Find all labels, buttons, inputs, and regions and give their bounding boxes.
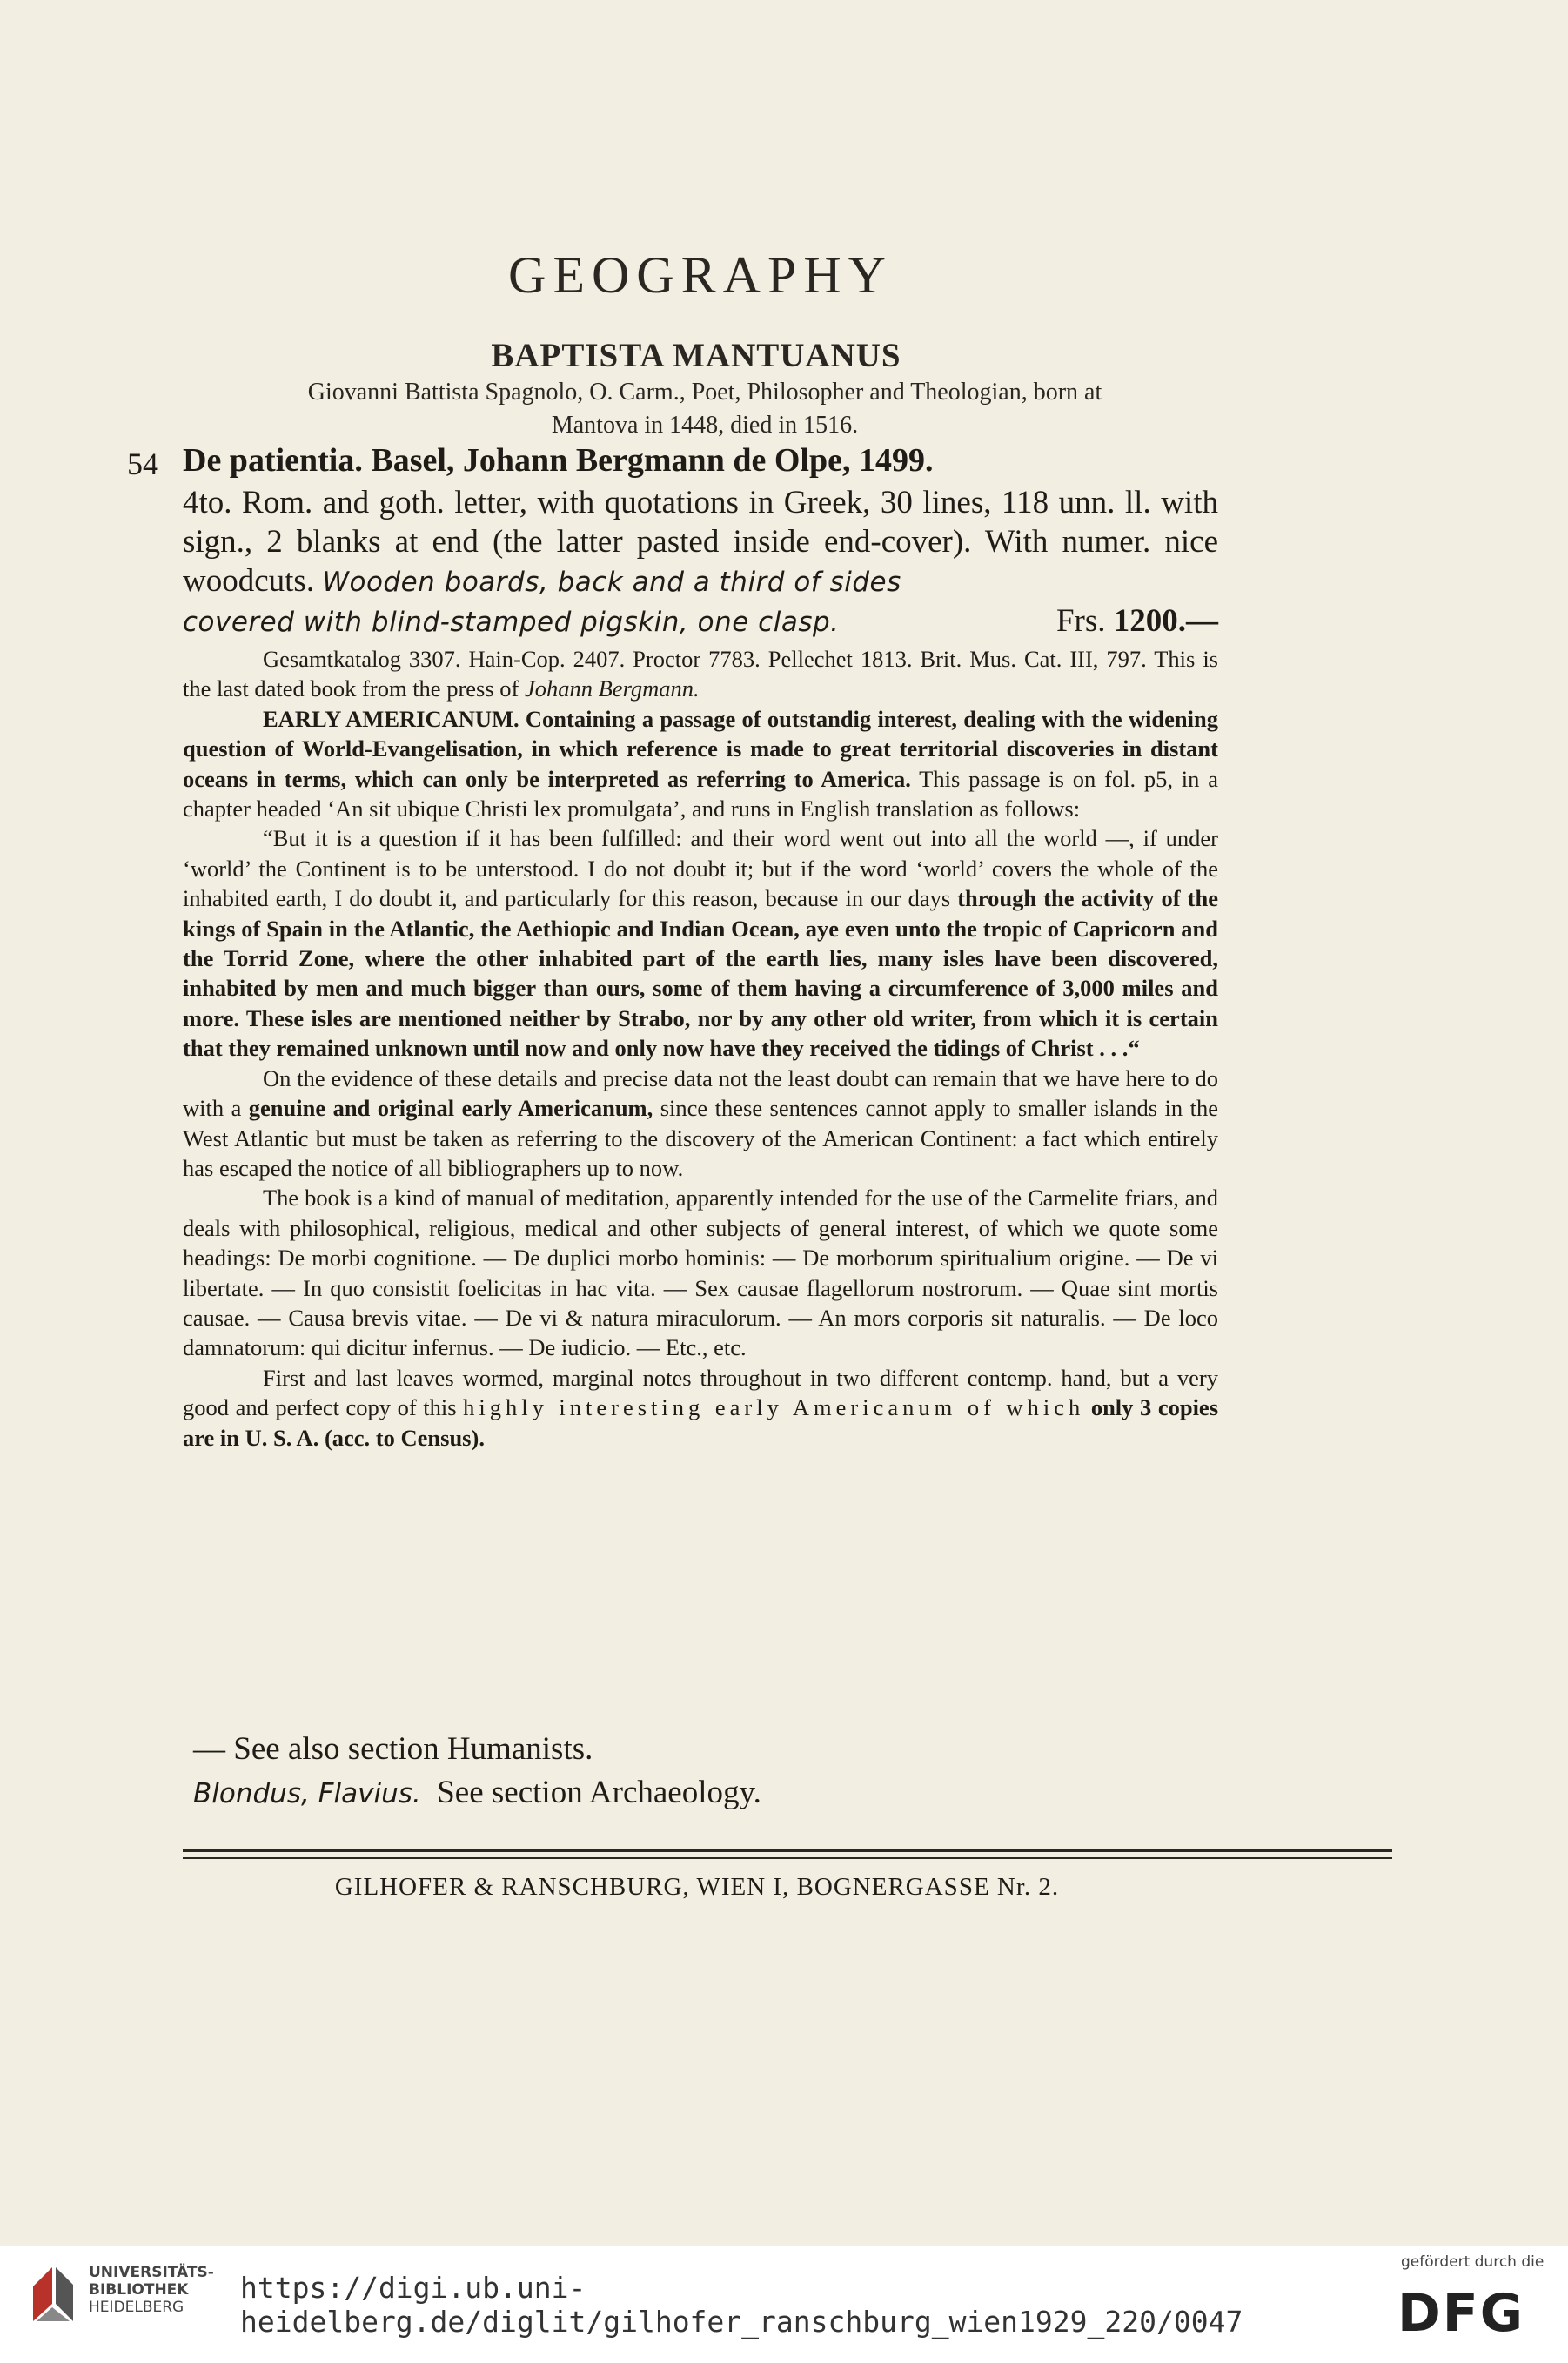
collation-text [183,483,1218,602]
printer-name: Johann Bergmann. [524,675,700,702]
author-description: Giovanni Battista Spagnolo, O. Carm., Poet, Philosopher and Theologian, born at Mantova in 1448, died in 1516. [307,379,1102,439]
xref-humanists: — See also section Humanists. [193,1731,593,1767]
funding-note: gefördert durch die [1401,2253,1545,2271]
xref-blondus [193,1771,761,1816]
library-line-3: HEIDELBERG [89,2299,184,2316]
ub-heidelberg-logo-icon[interactable] [26,2260,80,2326]
xref-blondus-target: See section Archaeology. [437,1775,761,1810]
permalink-url[interactable]: https://digi.ub.uni-heidelberg.de/diglit/gilhofer_ranschburg_wien1929_220/0047 [240,2271,1243,2339]
evidence-emphasis: genuine and original early Americanum, [248,1095,653,1122]
dfg-logo[interactable]: DFG [1397,2283,1525,2344]
binding-description-b: covered with blind-stamped pigskin, one clasp. [183,607,840,638]
early-americanum-claim: EARLY AMERICANUM. Containing a passage of outstandig interest, dealing with the widening question of World-Evangelisation, in which reference is made to great territorial discoveries in distant oceans in terms, which can only be interpreted as referring to America. [183,705,1218,792]
price-prefix: Frs. [1055,603,1106,639]
library-line-1: UNIVERSITÄTS- [89,2264,214,2281]
condition-text: First and last leaves wormed, marginal notes throughout in two different contemp. hand, but a very good and perfect copy of this [183,1364,1218,1421]
quotation-paragraph [183,823,1218,1063]
references-paragraph [183,644,1218,704]
early-americanum-paragraph [183,704,1218,824]
quotation-emphasis: through the activity of the kings of Spain in the Atlantic, the Aethiopic and Indian Ocean, aye even unto the tropic of Capricorn and the Torrid Zone, where the other inhabited part of the earth lies, many isles have been discovered, inhabited by men and much bigger than ours, some of them having a circumference of 3,000 miles and more. These isles are mentioned neither by Strabo, nor by any other old writer, from which it is certain that they remained unknown until now and only now have they received the tidings of Christ . . .“ [183,885,1218,1062]
evidence-paragraph [183,1064,1218,1184]
footer-rule-thin [183,1857,1392,1859]
evidence-text-a: On the evidence of these details and precise data not the least doubt can remain that we have here to do with a [183,1064,1218,1122]
entry-number: 54 [127,446,158,481]
footer-rule-thick [183,1849,1392,1852]
manual-paragraph: The book is a kind of manual of meditation, apparently intended for the use of the Carmelite friars, and deals with philosophical, religious, medical and other subjects of general interest, of which we quote some headings: De morbi cognitione. — De duplici morbo hominis: — De morborum spiritualium origine. — De vi libertate. — In quo consistit foelicitas in hac vita. — Sex causae flagellorum nostrorum. — Quae sint mortis causae. — Causa brevis vitae. — De vi & natura miraculorum. — An mors corporis sit naturalis. — De loco damnatorum: qui dicitur infernus. — De iudicio. — Etc., etc. [183,1185,1218,1361]
condition-spaced: highly interesting early Americanum of which [463,1394,1085,1421]
binding-description-a: Wooden boards, back and a third of sides [322,567,901,598]
quotation-plain: “But it is a question if it has been fulfilled: and their word went out into all the world —, if under ‘world’ the Continent is to be unterstood. I do not doubt it; but if the word ‘world’ covers the whole of the inhabited earth, I do doubt it, and particularly for this reason, because in our days [183,825,1218,912]
price-line [183,602,1218,640]
digitization-footer [0,2246,1568,2363]
author-name: BAPTISTA MANTUANUS [491,337,901,374]
entry-description [183,644,1218,1453]
entry-title: De patientia. Basel, Johann Bergmann de Olpe, 1499. [183,442,934,479]
condition-emphasis: only 3 copies are in U. S. A. (acc. to Census). [183,1394,1219,1451]
evidence-text-b: since these sentences cannot apply to smaller islands in the West Atlantic but must be taken as referring to the discovery of the American Continent: a fact which entirely has escaped the notice of all bibliographers up to now. [183,1095,1219,1181]
section-title: GEOGRAPHY [507,246,894,304]
xref-blondus-name: Blondus, Flavius. [193,1778,421,1809]
library-line-2: BIBLIOTHEK [89,2281,189,2299]
early-americanum-rest: This passage is on fol. p5, in a chapter headed ‘An sit ubique Christi lex promulgata’, and runs in English translation as follows: [183,765,1218,822]
price [1056,602,1218,640]
cross-references [193,1728,761,1816]
library-name [89,2264,214,2316]
condition-paragraph [183,1363,1218,1453]
references: Gesamtkatalog 3307. Hain-Cop. 2407. Proctor 7783. Pellechet 1813. Brit. Mus. Cat. III, 797. This is the last dated book from the press of [183,646,1218,702]
publisher-address: GILHOFER & RANSCHBURG, WIEN I, BOGNERGASSE Nr. 2. [334,1873,1060,1901]
collation-description: 4to. Rom. and goth. letter, with quotations in Greek, 30 lines, 118 unn. ll. with sign., 2 blanks at end (the latter pasted inside end-cover). With numer. nice woodcuts. [183,485,1218,599]
price-value: 1200.— [1113,603,1218,639]
